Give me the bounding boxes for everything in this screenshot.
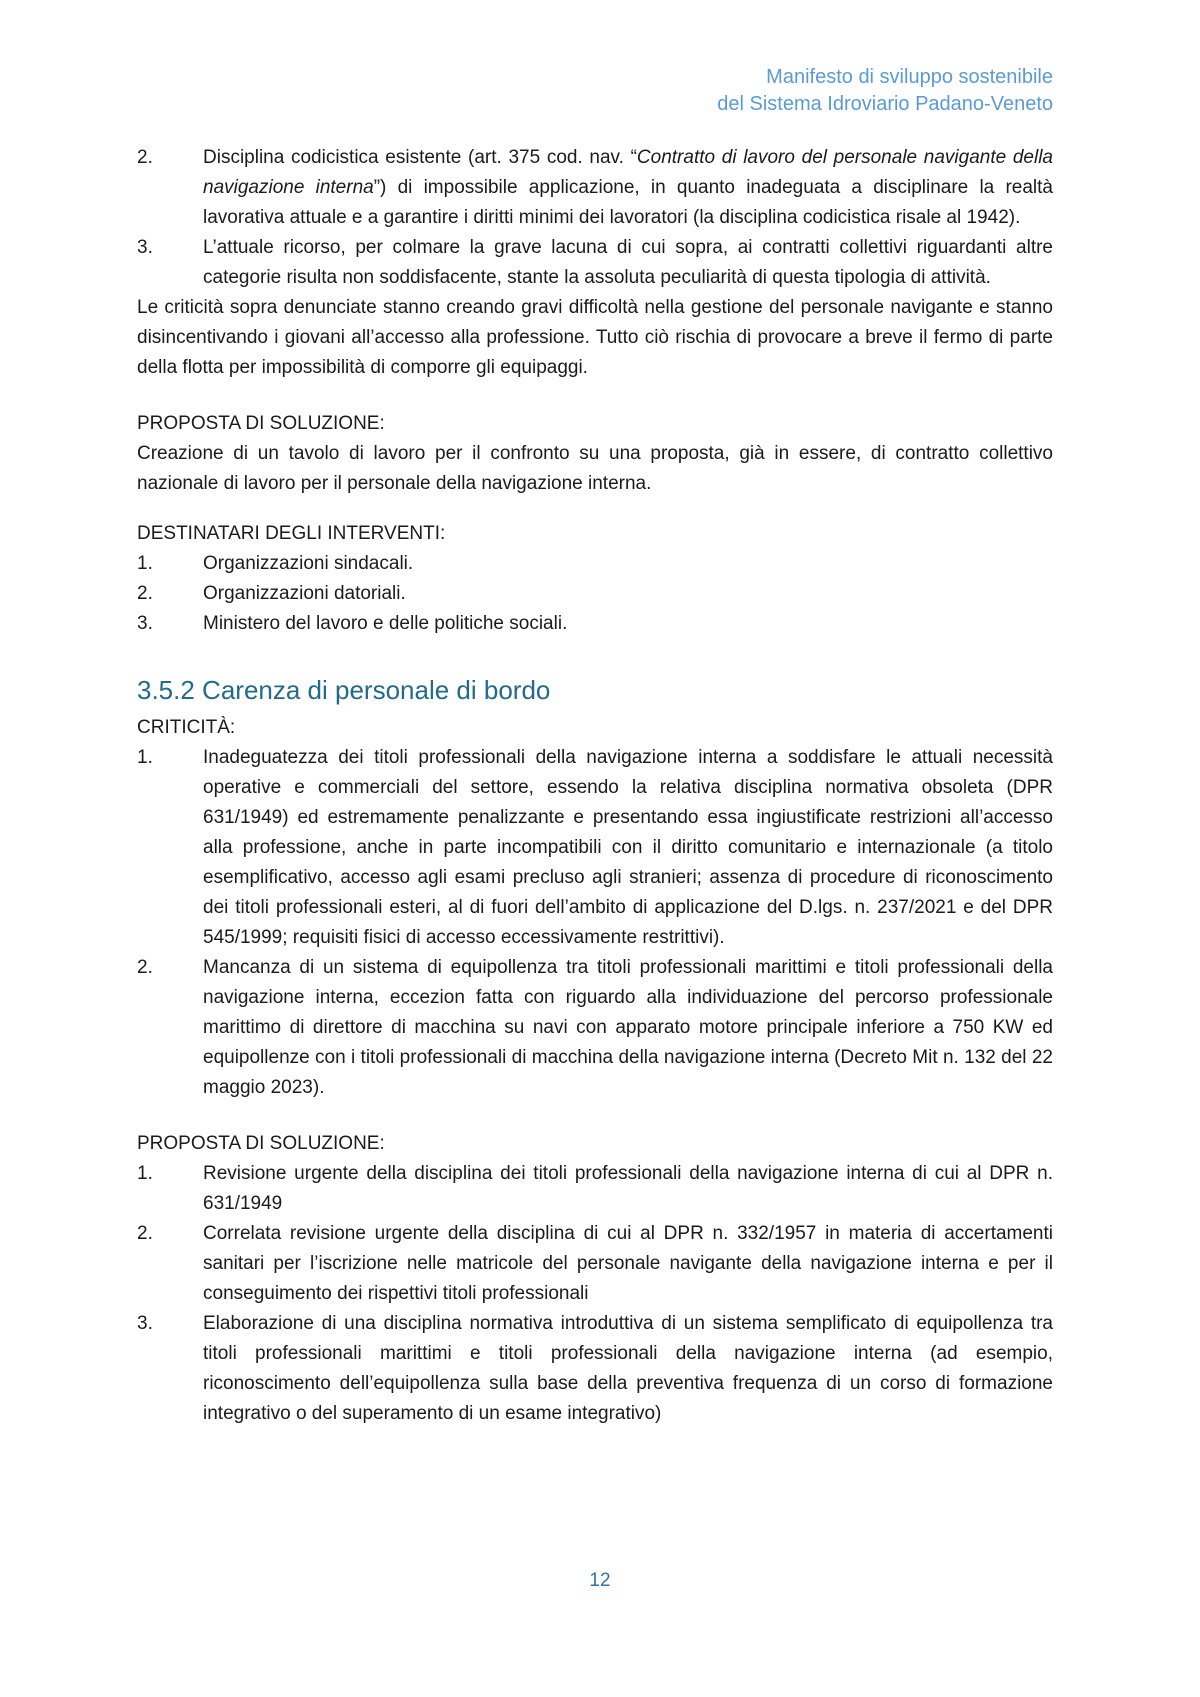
list-item [137,1159,1053,1219]
list-item-text: Correlata revisione urgente della disciplina di cui al DPR n. 332/1957 in materia di accertamenti sanitari per l’iscrizione nelle matricole del personale navigante della navigazione interna e per il conseguimento dei rispettivi titoli professionali [203,1223,1053,1304]
list-item-text: Mancanza di un sistema di equipollenza tra titoli professionali marittimi e titoli professionali della navigazione interna, eccezion fatta con riguardo alla individuazione del percorso professionale marittimo di direttore di macchina su navi con apparato motore principale inferiore a 750 KW ed equipollenze con i titoli professionali di macchina della navigazione interna (Decreto Mit n. 132 del 22 maggio 2023). [203,957,1053,1098]
list-item-text-italic: Contratto di lavoro del personale navigante della navigazione interna [203,147,1053,198]
list-item-number: 1. [137,1163,153,1184]
list-item [137,233,1053,293]
list-item-text: L’attuale ricorso, per colmare la grave lacuna di cui sopra, ai contratti collettivi riguardanti altre categorie risulta non soddisfacente, stante la assoluta peculiarità di questa tipologia di attività. [203,237,1053,288]
list-item-text: Elaborazione di una disciplina normativa introduttiva di un sistema semplificato di equipollenza tra titoli professionali marittimi e titoli professionali della navigazione interna (ad esempio, riconoscimento dell’equipollenza sulla base della preventiva frequenza di un corso di formazione integrativo o del superamento di un esame integrativo) [203,1313,1053,1424]
proposta-di-soluzione-label: PROPOSTA DI SOLUZIONE: [137,413,385,434]
list-item [137,1309,1053,1429]
list-item-number: 1. [137,747,153,768]
header-line-1: Manifesto di sviluppo sostenibile [766,66,1053,88]
list-item [137,609,1053,639]
list-item-text-suffix: ”) di impossibile applicazione, in quanto inadeguata a disciplinare la realtà lavorativa attuale e a garantire i diritti minimi dei lavoratori (la disciplina codicistica risale al 1942). [203,177,1053,228]
spacer [137,1103,1053,1129]
list-item-number: 2. [137,1223,153,1244]
list-item [137,743,1053,953]
list-item-text: Inadeguatezza dei titoli professionali della navigazione interna a soddisfare le attuali necessità operative e commerciali del settore, essendo la relativa disciplina normativa obsoleta (DPR 631/1949) ed estremamente penalizzante e presentando essa ingiustificate restrizioni all’accesso alla professione, anche in parte incompatibili con il diritto comunitario e internazionale (a titolo esemplificativo, accesso agli esami precluso agli stranieri; assenza di procedure di riconoscimento dei titoli professionali esteri, al di fuori dell’ambito di applicazione del D.lgs. n. 237/2021 e del DPR 545/1999; requisiti fisici di accesso eccessivamente restrittivi). [203,747,1053,948]
list-item-text: Organizzazioni sindacali. [203,553,414,574]
list-item-number: 2. [137,957,153,978]
list-item [137,549,1053,579]
list-item-text-prefix: Disciplina codicistica esistente (art. 375 cod. nav. “ [203,147,637,168]
list-item-number: 2. [137,147,153,168]
closing-paragraph: Le criticità sopra denunciate stanno creando gravi difficoltà nella gestione del personale navigante e stanno disincentivando i giovani all’accesso alla professione. Tutto ciò rischia di provocare a breve il fermo di parte della flotta per impossibilità di comporre gli equipaggi. [137,297,1053,378]
destinatari-label: DESTINATARI DEGLI INTERVENTI: [137,523,446,544]
list-item [137,953,1053,1103]
proposta-di-soluzione-label: PROPOSTA DI SOLUZIONE: [137,1133,385,1154]
list-item-text: Organizzazioni datoriali. [203,583,406,604]
header-line-2: del Sistema Idroviario Padano-Veneto [717,93,1053,115]
list-item-text: Ministero del lavoro e delle politiche sociali. [203,613,568,634]
list-item-text [203,143,1053,233]
proposta-di-soluzione-text: Creazione di un tavolo di lavoro per il confronto su una proposta, già in essere, di contratto collettivo nazionale di lavoro per il personale della navigazione interna. [137,443,1053,494]
list-item-number: 3. [137,237,153,258]
list-item-number: 3. [137,613,153,634]
page-number: 12 [589,1570,611,1591]
document-header [137,64,1053,118]
list-item [137,143,1053,233]
list-item-number: 2. [137,583,153,604]
spacer [137,383,1053,409]
list-item-number: 3. [137,1313,153,1334]
list-item-text: Revisione urgente della disciplina dei titoli professionali della navigazione interna di cui al DPR n. 631/1949 [203,1163,1053,1214]
spacer [137,499,1053,519]
criticita-label: CRITICITÀ: [137,717,236,738]
list-item [137,579,1053,609]
list-item-number: 1. [137,553,153,574]
section-heading-352: 3.5.2 Carenza di personale di bordo [137,675,551,705]
list-item [137,1219,1053,1309]
